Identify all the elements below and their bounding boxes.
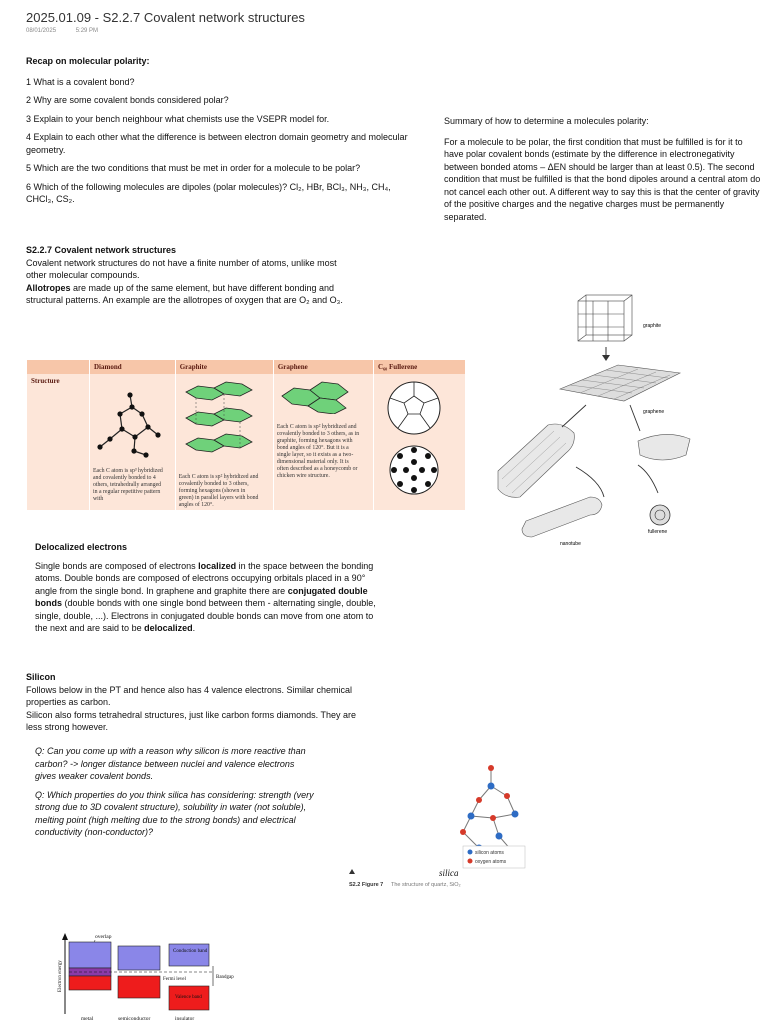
silicon-q2: Q: Which properties do you think silica has considering: strength (very strong due to 3D covalent structure), solubility in water (not soluble), melting point (high melting due to the strong bonds) and electrical conductivity (non-conductor)? xyxy=(35,789,314,837)
silicon-line2: Silicon also forms tetrahedral structures, just like carbon forms diamonds. They are less strong however. xyxy=(26,709,356,732)
summary-body: For a molecule to be polar, the first condition that must be fulfilled is for it to have polar covalent bonds (estimate by the difference in electronegativity between bonded atoms – ΔEN should be larger than at least 0.5). The second condition that must be fulfilled is that the bond dipoles around a central atom do not cancel each other out. A different way to say this is that the center of gravity of the positive charges and the negative charges must be permanently separated. xyxy=(444,136,761,222)
delocalized-section xyxy=(35,541,377,635)
network-section xyxy=(26,244,351,307)
silicon-section xyxy=(26,671,371,734)
delocalized-body: Single bonds are composed of electrons localized in the space between the bonding atoms. Double bonds are composed of electrons occupying orbitals placed in a 90° angle from the single bond. In graphene and graphite there are conjugated double bonds (double bonds with one single bond between them - alternating single, double, single, double, ...). Electrons in conjugated double bonds can move from one atom to the next and are said to be delocalized. xyxy=(35,560,376,633)
page-time: 5:29 PM xyxy=(75,28,99,34)
allotropes-text: are made up of the same element, but have different bonding and structural patterns. An example are the allotropes of oxygen that are O₂ and O₃. xyxy=(26,282,343,305)
recap-q5: 5 Which are the two conditions that must be met in order for a molecule to be polar? xyxy=(26,163,361,173)
legend-silicon: silicon atoms xyxy=(475,850,504,856)
semiconductor-label: semiconductor xyxy=(118,1016,151,1022)
recap-q3: 3 Explain to your bench neighbour what chemists use the VSEPR model for. xyxy=(26,113,330,124)
graphite-cube-image xyxy=(578,295,632,341)
metal-conduction-band xyxy=(69,942,111,968)
metal-label: metal xyxy=(81,1016,94,1022)
nanotube-image xyxy=(498,424,602,537)
silica-handwritten: silica xyxy=(439,868,459,878)
summary-section xyxy=(444,115,762,223)
fermi-label: Fermi level xyxy=(163,977,186,982)
page-title: 2025.01.09 - S2.2.7 Covalent network structures xyxy=(26,10,305,25)
network-line1: Covalent network structures do not have a finite number of atoms, unlike most other molecular compounds. xyxy=(26,257,337,280)
recap-q1: 1 What is a covalent bond? xyxy=(26,76,135,87)
label-fullerene: fullerene xyxy=(648,529,668,535)
col-diamond: Diamond xyxy=(89,360,175,374)
conduction-label: Conduction band xyxy=(173,949,208,954)
graphite-caption: Each C atom is sp² hybridized and covalently bonded to 3 others, forming hexagons (shown in green) in parallel layers with bond angles of 120°. xyxy=(178,474,259,508)
network-allotropes xyxy=(26,282,351,307)
label-graphite: graphite xyxy=(643,323,662,329)
recap-q4: 4 Explain to each other what the difference is between electron domain geometry and molecular geometry. xyxy=(26,132,408,155)
silicon-questions xyxy=(35,745,315,845)
label-nanotube: nanotube xyxy=(560,541,581,547)
col-graphite: Graphite xyxy=(175,360,273,374)
recap-section xyxy=(26,55,418,212)
valence-label: Valence band xyxy=(175,995,202,1000)
band-diagram xyxy=(55,930,245,1022)
recap-q6: 6 Which of the following molecules are dipoles (polar molecules)? Cl₂, HBr, BCl₃, NH₃, CH₄, CHCl₃, CS₂. xyxy=(26,181,391,204)
allotropes-term: Allotropes xyxy=(26,282,71,293)
graphene-sheet-image xyxy=(560,365,680,401)
summary-heading: Summary of how to determine a molecules polarity: xyxy=(444,116,649,126)
legend-oxygen: oxygen atoms xyxy=(475,859,507,865)
page-date: 08/01/2025 xyxy=(26,28,57,34)
recap-heading: Recap on molecular polarity: xyxy=(26,56,150,66)
col-graphene: Graphene xyxy=(273,360,373,374)
row-structure-label: Structure xyxy=(31,377,60,385)
bandgap-label: Bandgap xyxy=(216,975,234,980)
overlap-label: overlap xyxy=(95,934,112,940)
page-meta xyxy=(26,28,116,34)
graphene-caption: Each C atom is sp² hybridized and covalently bonded to 3 others, as in graphite, forming hexagons with bond angles of 120°. But it is a single layer, so it exists as a two-dimensional material only. It is often described as a honeycomb or chicken wire structure. xyxy=(276,424,360,479)
fullerene-small-image xyxy=(638,434,690,525)
silicon-line1: Follows below in the PT and hence also has 4 valence electrons. Similar chemical properties as carbon. xyxy=(26,684,352,707)
label-graphene: graphene xyxy=(643,409,665,415)
recap-q2: 2 Why are some covalent bonds considered polar? xyxy=(26,95,229,105)
silica-caption-text: The structure of quartz, SiO₂ xyxy=(391,882,461,888)
fullerene-structure-image xyxy=(374,374,454,510)
diamond-structure-image xyxy=(90,389,164,459)
diamond-caption: Each C atom is sp³ hybridized and covalently bonded to 4 others, tetrahedrally arranged in a regular repetitive pattern with xyxy=(92,468,163,502)
silica-figure xyxy=(343,760,533,890)
semiconductor-conduction-band xyxy=(118,946,160,970)
delocalized-heading: Delocalized electrons xyxy=(35,542,128,552)
yaxis-label: Electron energy xyxy=(58,960,63,992)
graphene-structure-image xyxy=(274,378,362,414)
silicon-q1: Q: Can you come up with a reason why silicon is more reactive than carbon? -> longer distance between nuclei and valence electrons gives weaker covalent bonds. xyxy=(35,746,306,781)
network-heading: S2.2.7 Covalent network structures xyxy=(26,245,177,255)
allotropes-table xyxy=(27,360,466,510)
insulator-label: insulator xyxy=(175,1016,195,1022)
col-fullerene: C₆₀ Fullerene xyxy=(374,360,466,374)
insulator-conduction-band xyxy=(169,944,209,966)
graphite-structure-image xyxy=(176,378,262,463)
semiconductor-valence-band xyxy=(118,976,160,998)
silicon-heading: Silicon xyxy=(26,672,56,682)
metal-valence-band xyxy=(69,976,111,990)
carbon-allotropes-figure xyxy=(490,293,705,548)
silica-caption-label: S2.2 Figure 7 xyxy=(349,882,384,888)
